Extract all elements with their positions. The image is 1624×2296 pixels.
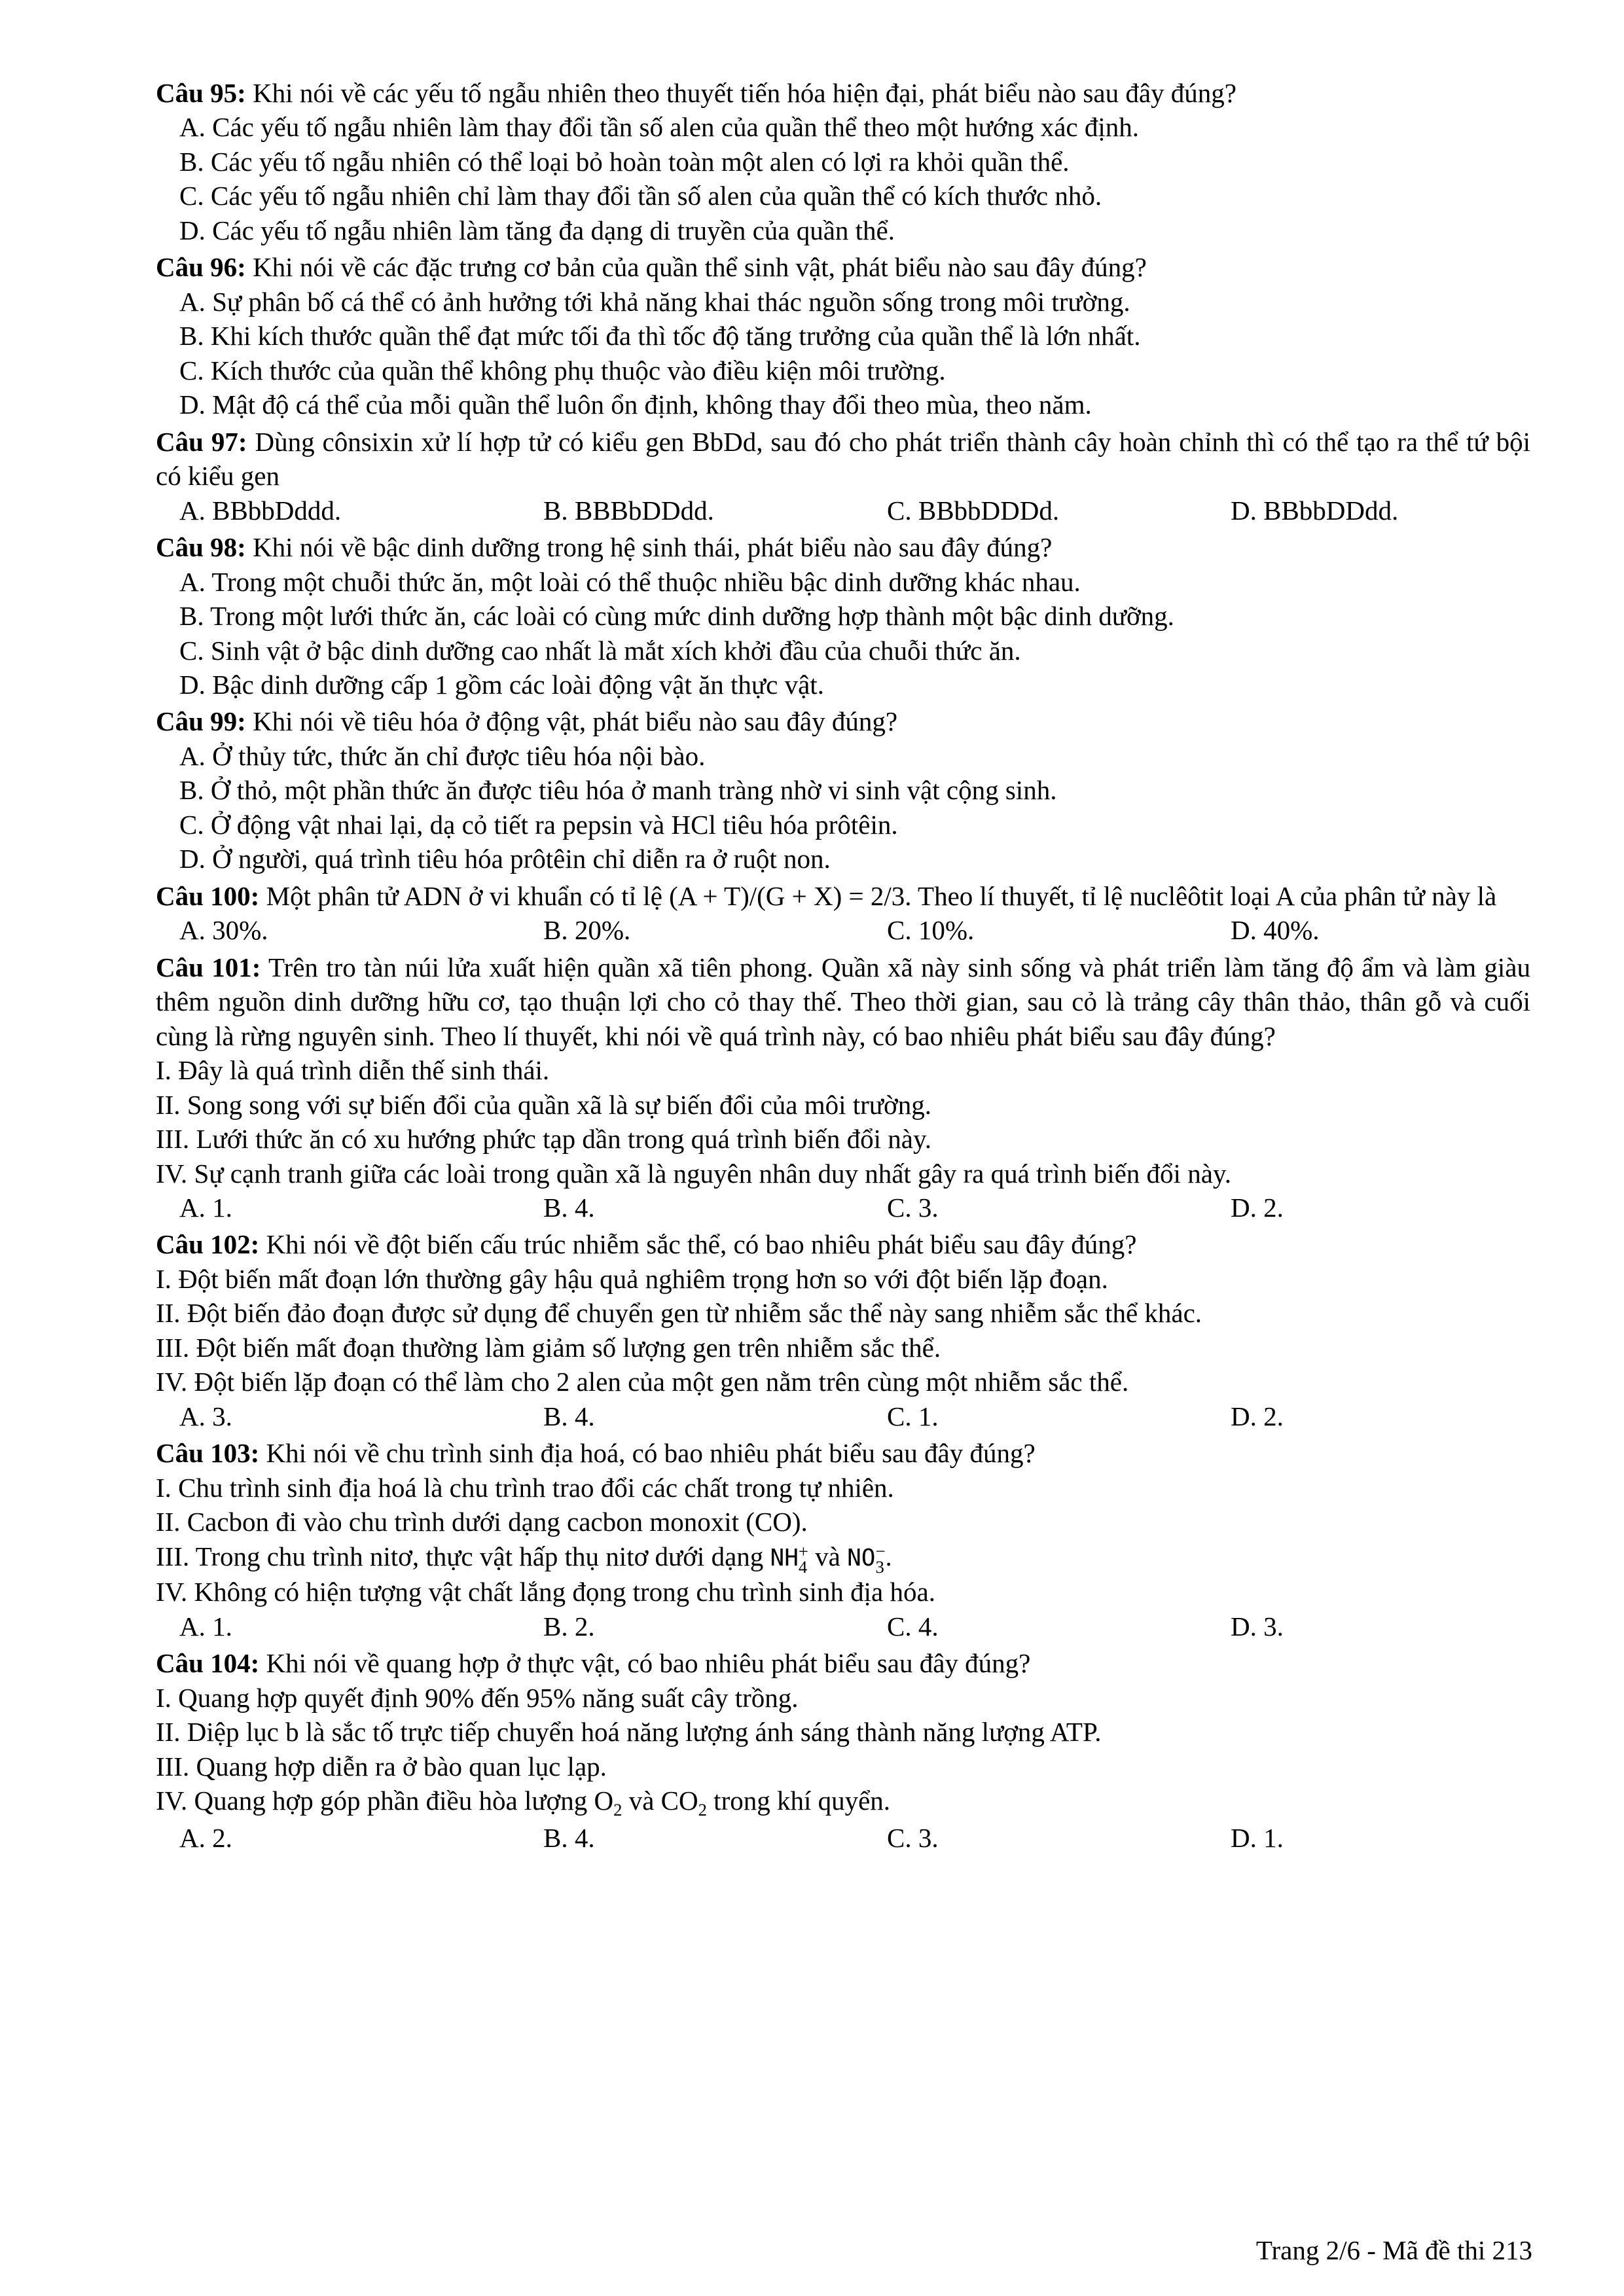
question-label: Câu 98: — [156, 532, 246, 563]
option-letter: C — [887, 1823, 905, 1854]
option-text: . 4. — [561, 1823, 595, 1854]
answer-option — [543, 493, 887, 528]
option-letter: D — [1231, 1611, 1250, 1641]
option-letter: B — [179, 146, 198, 177]
option-letter: B — [543, 1401, 562, 1431]
answer-option — [156, 353, 1530, 387]
answer-option — [156, 773, 1530, 807]
option-text: . Các yếu tố ngẫu nhiên có thể loại bỏ hoàn toàn một alen có lợi ra khỏi quần thể. — [197, 146, 1070, 177]
option-text: . 10%. — [905, 915, 975, 946]
answer-option — [156, 565, 1530, 599]
question-stem — [156, 425, 1530, 493]
statement: I. Chu trình sinh địa hoá là chu trình trao đổi các chất trong tự nhiên. — [156, 1472, 894, 1503]
statement: I. Đây là quá trình diễn thế sinh thái. — [156, 1055, 550, 1086]
formula-no3: NO — [847, 1544, 876, 1571]
option-text: . 4. — [561, 1401, 595, 1431]
option-text: . 4. — [905, 1611, 939, 1641]
statement: IV. Đột biến lặp đoạn có thể làm cho 2 alen của một gen nằm trên cùng một nhiễm sắc thể. — [156, 1367, 1129, 1397]
answer-option — [156, 319, 1530, 353]
option-text: . BBbbDddd. — [198, 495, 342, 526]
option-text: . 30%. — [198, 915, 268, 946]
option-letter: D — [179, 389, 199, 420]
option-letter: C — [179, 635, 198, 666]
answer-choices — [156, 1609, 1530, 1643]
answer-option — [1231, 1609, 1558, 1643]
formula-nh4: NH — [770, 1544, 799, 1571]
question-text: Khi nói về chu trình sinh địa hoá, có bao nhiêu phát biểu sau đây đúng? — [259, 1438, 1036, 1469]
question-stem — [156, 950, 1530, 1053]
question — [156, 425, 1530, 528]
option-letter: A — [179, 566, 199, 597]
option-letter: A — [179, 112, 199, 143]
option-text: . 1. — [1250, 1823, 1284, 1854]
option-letter: C — [179, 355, 198, 386]
question-stem — [156, 1227, 1530, 1261]
subscript: 2 — [698, 1800, 707, 1820]
option-letter: D — [179, 215, 199, 245]
question-stem — [156, 250, 1530, 284]
option-letter: B — [543, 495, 562, 526]
option-text: . Ở thủy tức, thức ăn chỉ được tiêu hóa nội bào. — [198, 740, 706, 771]
answer-option — [887, 913, 1231, 947]
option-text: . 3. — [198, 1401, 232, 1431]
question-label: Câu 97: — [156, 426, 247, 457]
option-letter: C — [887, 495, 905, 526]
answer-option — [887, 1399, 1231, 1433]
answer-option — [179, 1609, 543, 1643]
statement-text: trong khí quyển. — [706, 1785, 891, 1816]
option-letter: D — [179, 844, 199, 874]
question — [156, 530, 1530, 702]
option-letter: C — [179, 809, 198, 840]
option-text: . 20%. — [561, 915, 631, 946]
answer-option — [179, 1191, 543, 1225]
option-letter: A — [179, 1193, 199, 1223]
option-letter: B — [543, 1193, 562, 1223]
option-letter: C — [887, 915, 905, 946]
option-letter: A — [179, 1401, 199, 1431]
option-text: . BBbbDDdd. — [1250, 495, 1399, 526]
option-text: . 2. — [1250, 1193, 1284, 1223]
question-text: Khi nói về bậc dinh dưỡng trong hệ sinh thái, phát biểu nào sau đây đúng? — [245, 532, 1053, 563]
option-letter: C — [179, 181, 198, 211]
answer-option — [179, 1821, 543, 1855]
option-letter: A — [179, 1611, 199, 1641]
answer-option — [543, 1191, 887, 1225]
option-letter: C — [887, 1611, 905, 1641]
subscript: 2 — [613, 1800, 623, 1820]
option-text: . Sinh vật ở bậc dinh dưỡng cao nhất là mắt xích khởi đầu của chuỗi thức ăn. — [197, 635, 1021, 666]
answer-option — [1231, 493, 1558, 528]
question-text: Trên tro tàn núi lửa xuất hiện quần xã tiên phong. Quần xã này sinh sống và phát triển làm tăng độ ẩm và làm giàu thêm nguồn dinh dưỡng hữu cơ, tạo thuận lợi cho cỏ thay thế. Theo thời gian, sau cỏ là trảng cây thân thảo, thân gỗ và cuối cùng là rừng nguyên sinh. Theo lí thuyết, khi nói về quá trình này, có bao nhiêu phát biểu sau đây đúng? — [156, 952, 1530, 1051]
question-label: Câu 99: — [156, 706, 246, 737]
question-text: Khi nói về các yếu tố ngẫu nhiên theo thuyết tiến hóa hiện đại, phát biểu nào sau đây đúng? — [245, 78, 1236, 108]
answer-option — [1231, 1191, 1558, 1225]
question-stem — [156, 1646, 1530, 1680]
answer-option — [156, 842, 1530, 876]
answer-option — [156, 387, 1530, 422]
option-text: . 3. — [905, 1823, 939, 1854]
question-stem — [156, 530, 1530, 564]
question-label: Câu 100: — [156, 880, 260, 911]
option-text: . 2. — [198, 1823, 232, 1854]
question-stem — [156, 76, 1530, 110]
statement-text: và — [808, 1541, 848, 1571]
option-letter: A — [179, 915, 199, 946]
statement-text: IV. Quang hợp góp phần điều hòa lượng O — [156, 1785, 614, 1816]
option-letter: D — [179, 669, 199, 700]
option-letter: D — [1231, 1193, 1250, 1223]
option-letter: A — [179, 1823, 199, 1854]
answer-choices — [156, 1191, 1530, 1225]
option-letter: B — [543, 1823, 562, 1854]
option-letter: C — [887, 1401, 905, 1431]
answer-option — [543, 1821, 887, 1855]
question — [156, 76, 1530, 247]
option-letter: A — [179, 495, 199, 526]
answer-option — [156, 213, 1530, 247]
question-stem — [156, 879, 1530, 913]
answer-option — [887, 1821, 1231, 1855]
question — [156, 1436, 1530, 1643]
option-letter: A — [179, 740, 199, 771]
question-text: Khi nói về các đặc trưng cơ bản của quần thể sinh vật, phát biểu nào sau đây đúng? — [245, 252, 1147, 283]
statement — [156, 1539, 1530, 1575]
option-letter: A — [179, 286, 199, 317]
formula-nh4-indices — [799, 1543, 808, 1575]
question-label: Câu 96: — [156, 252, 246, 283]
answer-option — [543, 1399, 887, 1433]
option-text: . Bậc dinh dưỡng cấp 1 gồm các loài động vật ăn thực vật. — [198, 669, 824, 700]
statement: I. Quang hợp quyết định 90% đến 95% năng suất cây trồng. — [156, 1682, 799, 1713]
statement: IV. Không có hiện tượng vật chất lắng đọng trong chu trình sinh địa hóa. — [156, 1577, 935, 1607]
statement-text: III. Trong chu trình nitơ, thực vật hấp thụ nitơ dưới dạng — [156, 1541, 770, 1571]
option-text: . Kích thước của quần thể không phụ thuộc vào điều kiện môi trường. — [197, 355, 946, 386]
question-text: Khi nói về đột biến cấu trúc nhiễm sắc thể, có bao nhiêu phát biểu sau đây đúng? — [259, 1229, 1137, 1260]
answer-option — [1231, 1399, 1558, 1433]
question-text: Dùng cônsixin xử lí hợp tử có kiểu gen BbDd, sau đó cho phát triển thành cây hoàn chỉnh thì có thể tạo ra thể tứ bội có kiểu gen — [156, 426, 1530, 492]
option-text: . Khi kích thước quần thể đạt mức tối đa thì tốc độ tăng trưởng của quần thể là lớn nhất. — [197, 321, 1141, 351]
answer-option — [156, 808, 1530, 842]
statement: III. Đột biến mất đoạn thường làm giảm số lượng gen trên nhiễm sắc thể. — [156, 1332, 941, 1363]
question — [156, 879, 1530, 948]
question-label: Câu 104: — [156, 1648, 260, 1679]
subscript: 3 — [875, 1557, 884, 1577]
option-text: . Trong một lưới thức ăn, các loài có cùng mức dinh dưỡng hợp thành một bậc dinh dưỡng. — [197, 601, 1174, 632]
question-list — [156, 76, 1530, 1858]
question — [156, 250, 1530, 422]
option-text: . Các yếu tố ngẫu nhiên làm thay đổi tần số alen của quần thể theo một hướng xác định. — [198, 112, 1140, 143]
answer-choices — [156, 1821, 1530, 1855]
statement: III. Quang hợp diễn ra ở bào quan lục lạp. — [156, 1751, 607, 1782]
answer-option — [179, 493, 543, 528]
question-label: Câu 101: — [156, 952, 261, 982]
option-text: . Các yếu tố ngẫu nhiên chỉ làm thay đổi tần số alen của quần thể có kích thước nhỏ. — [197, 181, 1102, 211]
subscript: 4 — [798, 1557, 808, 1577]
statement: II. Cacbon đi vào chu trình dưới dạng cacbon monoxit (CO). — [156, 1507, 808, 1537]
question-stem — [156, 704, 1530, 738]
answer-choices — [156, 1399, 1530, 1433]
question — [156, 950, 1530, 1225]
answer-choices — [156, 493, 1530, 528]
option-text: . 1. — [905, 1401, 939, 1431]
option-text: . Trong một chuỗi thức ăn, một loài có thể thuộc nhiều bậc dinh dưỡng khác nhau. — [198, 566, 1081, 597]
answer-option — [887, 1609, 1231, 1643]
question — [156, 1227, 1530, 1433]
answer-option — [156, 668, 1530, 702]
question-text: Khi nói về tiêu hóa ở động vật, phát biểu nào sau đây đúng? — [245, 706, 898, 737]
option-text: . 40%. — [1250, 915, 1320, 946]
option-letter: B — [543, 1611, 562, 1641]
option-text: . Ở động vật nhai lại, dạ cỏ tiết ra pepsin và HCl tiêu hóa prôtêin. — [197, 809, 898, 840]
option-text: . 3. — [905, 1193, 939, 1223]
formula-no3-indices — [875, 1543, 885, 1575]
question-label: Câu 102: — [156, 1229, 260, 1260]
option-letter: B — [179, 601, 198, 632]
question-stem — [156, 1436, 1530, 1470]
option-text: . Mật độ cá thể của mỗi quần thể luôn ổn định, không thay đổi theo mùa, theo năm. — [198, 389, 1092, 420]
option-letter: D — [1231, 495, 1250, 526]
question-label: Câu 95: — [156, 78, 246, 108]
option-text: . 1. — [198, 1611, 232, 1641]
answer-option — [156, 285, 1530, 319]
answer-option — [179, 913, 543, 947]
option-text: . BBbbDDDd. — [905, 495, 1060, 526]
option-letter: B — [179, 321, 198, 351]
charge: − — [875, 1541, 886, 1562]
question-text: Khi nói về quang hợp ở thực vật, có bao nhiêu phát biểu sau đây đúng? — [259, 1648, 1031, 1679]
statement: II. Diệp lục b là sắc tố trực tiếp chuyển hoá năng lượng ánh sáng thành năng lượng ATP. — [156, 1717, 1102, 1748]
option-text: . Ở thỏ, một phần thức ăn được tiêu hóa ở manh tràng nhờ vi sinh vật cộng sinh. — [197, 775, 1057, 806]
statement — [156, 1784, 1530, 1821]
answer-option — [887, 493, 1231, 528]
answer-option — [156, 599, 1530, 633]
statement: III. Lưới thức ăn có xu hướng phức tạp dần trong quá trình biến đổi này. — [156, 1124, 932, 1155]
statement: IV. Sự cạnh tranh giữa các loài trong quần xã là nguyên nhân duy nhất gây ra quá trình biến đổi này. — [156, 1158, 1231, 1189]
answer-option — [156, 739, 1530, 773]
statement: II. Đột biến đảo đoạn được sử dụng để chuyển gen từ nhiễm sắc thể này sang nhiễm sắc thể khác. — [156, 1298, 1202, 1329]
option-text: . Ở người, quá trình tiêu hóa prôtêin chỉ diễn ra ở ruột non. — [198, 844, 831, 874]
option-letter: D — [1231, 1823, 1250, 1854]
option-text: . BBBbDDdd. — [561, 495, 714, 526]
answer-option — [543, 913, 887, 947]
statement: I. Đột biến mất đoạn lớn thường gây hậu quả nghiêm trọng hơn so với đột biến lặp đoạn. — [156, 1263, 1108, 1294]
option-letter: C — [887, 1193, 905, 1223]
statement: II. Song song với sự biến đổi của quần xã là sự biến đổi của môi trường. — [156, 1089, 931, 1120]
option-letter: D — [1231, 915, 1250, 946]
option-text: . Sự phân bố cá thể có ảnh hưởng tới khả năng khai thác nguồn sống trong môi trường. — [198, 286, 1130, 317]
statement-text: . — [885, 1541, 892, 1571]
option-letter: B — [543, 915, 562, 946]
answer-option — [887, 1191, 1231, 1225]
answer-option — [156, 145, 1530, 179]
option-letter: D — [1231, 1401, 1250, 1431]
answer-option — [179, 1399, 543, 1433]
option-text: . 3. — [1250, 1611, 1284, 1641]
question-label: Câu 103: — [156, 1438, 260, 1469]
question-text: Một phân tử ADN ở vi khuẩn có tỉ lệ (A + T)/(G + X) = 2/3. Theo lí thuyết, tỉ lệ nuclêôtit loại A của phân tử này là — [259, 880, 1497, 911]
page-footer: Trang 2/6 - Mã đề thi 213 — [1255, 2235, 1532, 2265]
charge: + — [798, 1541, 808, 1562]
option-text: . 2. — [1250, 1401, 1284, 1431]
answer-option — [156, 110, 1530, 144]
option-text: . 2. — [561, 1611, 595, 1641]
answer-option — [1231, 913, 1558, 947]
question — [156, 704, 1530, 876]
answer-option — [156, 179, 1530, 213]
option-text: . Các yếu tố ngẫu nhiên làm tăng đa dạng di truyền của quần thể. — [198, 215, 895, 245]
option-text: . 1. — [198, 1193, 232, 1223]
answer-choices — [156, 913, 1530, 947]
option-letter: B — [179, 775, 198, 806]
statement-text: và CO — [622, 1785, 698, 1816]
option-text: . 4. — [561, 1193, 595, 1223]
answer-option — [156, 634, 1530, 668]
question — [156, 1646, 1530, 1856]
answer-option — [543, 1609, 887, 1643]
answer-option — [1231, 1821, 1558, 1855]
